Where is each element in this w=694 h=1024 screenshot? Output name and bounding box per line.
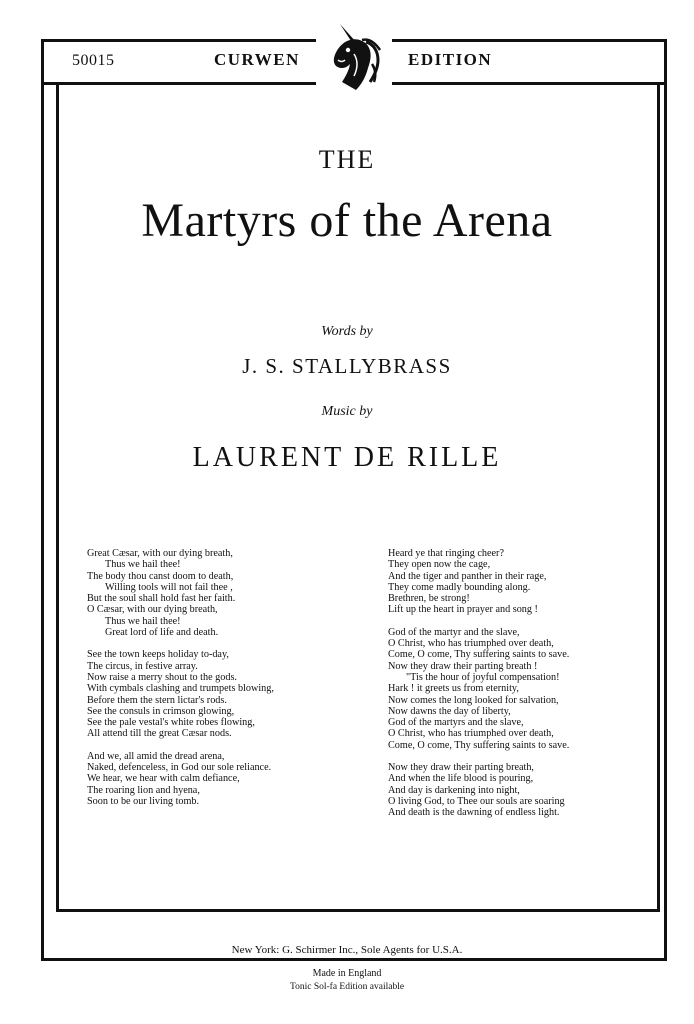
poem-line: Hark ! it greets us from eternity, (388, 683, 519, 695)
poem-line: But the soul shall hold fast her faith. (87, 593, 236, 605)
poem-line: They come madly bounding along. (388, 581, 531, 593)
poem-line: And day is darkening into night, (388, 784, 520, 796)
poem-line: Now they draw their parting breath ! (388, 660, 538, 672)
poem-line: O living God, to Thee our souls are soaring (388, 795, 565, 807)
poem-line: And we, all amid the dread arena, (87, 750, 225, 762)
poem-line: Soon to be our living tomb. (87, 795, 200, 807)
poem-stanza (87, 751, 274, 807)
poem-line: Come, O come, Thy suffering saints to save. (388, 739, 570, 751)
music-by-label: Music by (321, 404, 373, 419)
title-article: THE (318, 145, 376, 174)
poem-stanza (87, 548, 274, 638)
poem-line: We hear, we hear with calm defiance, (87, 773, 240, 785)
poem-line: With cymbals clashing and trumpets blowing, (87, 683, 274, 695)
poem-line: They open now the cage, (388, 559, 491, 571)
poem-line: The circus, in festive array. (87, 660, 198, 672)
poem-line: The roaring lion and hyena, (87, 784, 200, 796)
poem-left-column (87, 548, 274, 818)
poem-line: God of the martyrs and the slave, (388, 717, 524, 729)
poem-stanza (388, 627, 569, 751)
unicorn-head-icon (316, 20, 392, 98)
poem-line: O Christ, who has triumphed over death, (388, 638, 554, 650)
poem-stanza (388, 548, 569, 616)
publisher-name: CURWEN (214, 50, 300, 69)
poem-line: Heard ye that ringing cheer? (388, 548, 504, 559)
page-title: Martyrs of the Arena (141, 194, 553, 247)
poem-line: See the consuls in crimson glowing, (87, 705, 235, 717)
poem-line: Now they draw their parting breath, (388, 762, 534, 774)
poem-line: God of the martyr and the slave, (388, 626, 520, 638)
edition-number: 50015 (72, 52, 115, 69)
poem-line: And death is the dawning of endless light. (388, 807, 560, 819)
poem-line: And when the life blood is pouring, (388, 773, 534, 785)
poem-line: Come, O come, Thy suffering saints to save. (388, 649, 570, 661)
poem-line: Naked, defenceless, in God our sole reliance. (87, 762, 272, 774)
poem-line: Great lord of life and death. (105, 627, 219, 639)
poem-right-column (388, 548, 569, 830)
poem-line: O Christ, who has triumphed over death, (388, 728, 554, 740)
composer-name: LAURENT DE RILLE (192, 442, 502, 473)
poem-line: See the town keeps holiday to-day, (87, 649, 229, 661)
poem-line: O Cæsar, with our dying breath, (87, 604, 218, 616)
poem-stanza (87, 649, 274, 739)
poem-line: Willing tools will not fail thee , (105, 581, 233, 593)
poem-line: Before them the stern lictar's rods. (87, 694, 227, 706)
tonic-sol-fa-note: Tonic Sol-fa Edition available (289, 982, 405, 992)
poem-line: Thus we hail thee! (105, 615, 181, 627)
poem-line: All attend till the great Cæsar nods. (87, 728, 232, 740)
poem-line: Lift up the heart in prayer and song ! (388, 604, 538, 616)
poem-line: The body thou canst doom to death, (87, 570, 234, 582)
poem-stanza (388, 762, 569, 818)
sole-agents-note: New York: G. Schirmer Inc., Sole Agents for U.S.A. (231, 944, 463, 956)
poem-line: Brethren, be strong! (388, 593, 470, 605)
made-in-note: Made in England (312, 968, 382, 979)
lyricist-name: J. S. STALLYBRASS (242, 354, 452, 378)
words-by-label: Words by (321, 324, 373, 339)
edition-label: EDITION (408, 50, 493, 69)
poem-line: And the tiger and panther in their rage, (388, 570, 547, 582)
poem-line: Great Cæsar, with our dying breath, (87, 548, 233, 559)
poem-line: See the pale vestal's white robes flowing, (87, 717, 255, 729)
poem-line: Thus we hail thee! (105, 559, 181, 571)
poem-line: Now comes the long looked for salvation, (388, 694, 559, 706)
poem-line: Now raise a merry shout to the gods. (87, 671, 237, 683)
poem-line: "Tis the hour of joyful compensation! (406, 671, 560, 683)
poem-line: Now dawns the day of liberty, (388, 705, 511, 717)
